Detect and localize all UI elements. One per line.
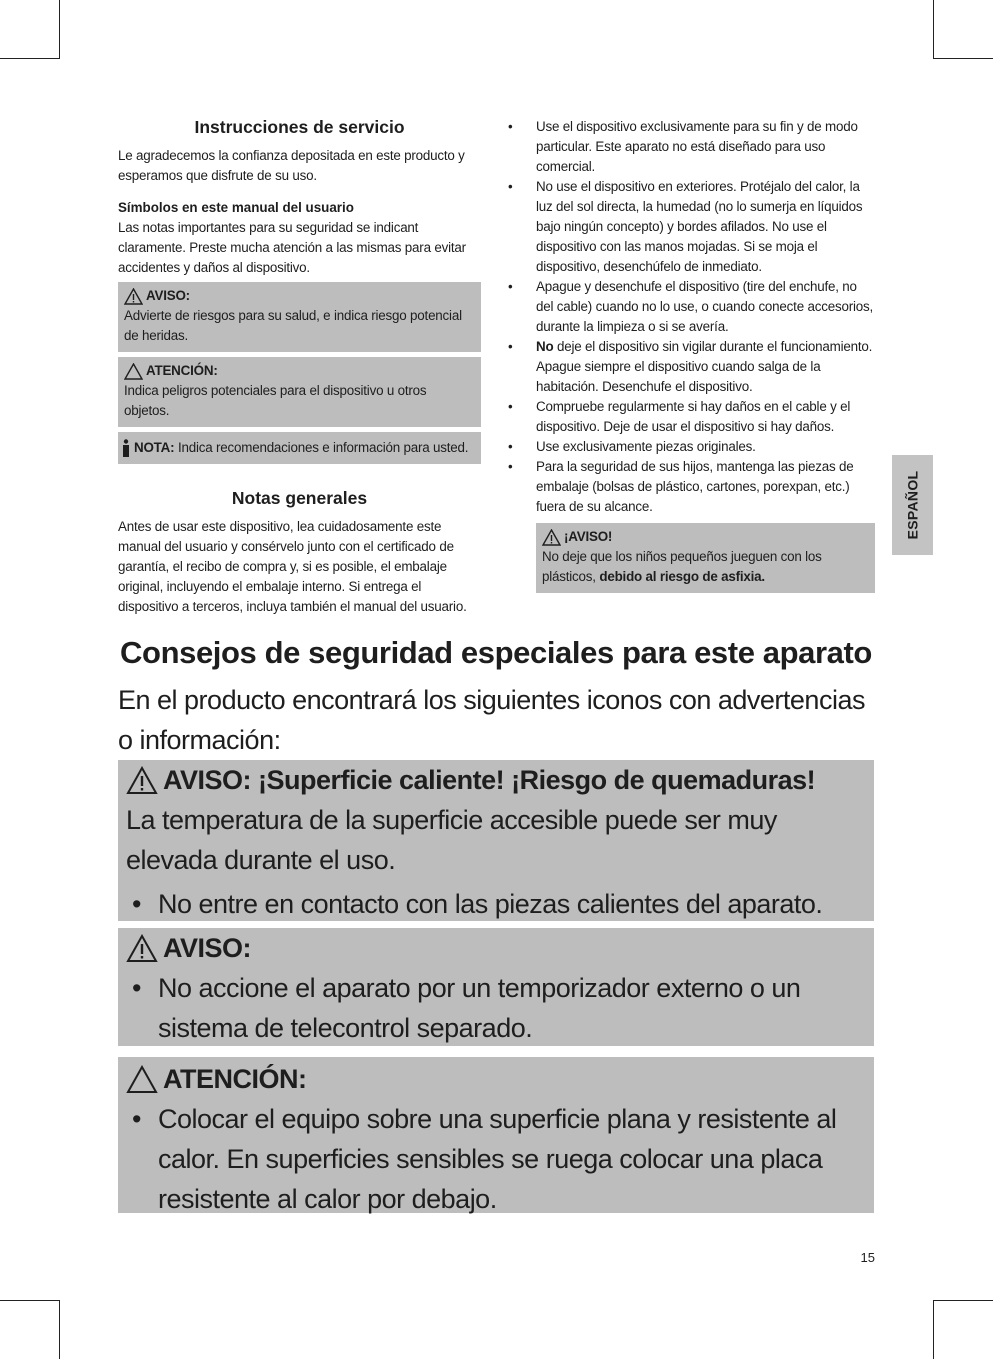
list-item-text: deje el dispositivo sin vigilar durante el funcionamiento. Apague siempre el dispositivo cuando salga de la habitación. Desenchufe el dispositivo. (536, 339, 873, 394)
atencion-box (118, 357, 481, 427)
crop-mark (933, 1300, 993, 1301)
list-item: • Compruebe regularmente si hay daños en el cable y el dispositivo. Deje de usar el dispositivo si hay daños. (505, 397, 875, 437)
hot-surface-box (118, 760, 874, 921)
list-item: • Apague y desenchufe el dispositivo (tire del enchufe, no del cable) cuando no lo use, o cuando conecte accesorios, durante la limpieza o si se avería. (505, 277, 875, 337)
list-item (505, 337, 875, 397)
crop-mark (933, 58, 993, 59)
warning-icon (126, 766, 158, 795)
timer-warning-box (118, 928, 874, 1046)
warning-icon (124, 288, 143, 305)
nota-box (118, 432, 481, 464)
section-title-general: Notas generales (231, 488, 368, 508)
warning-icon (542, 529, 561, 546)
language-tab (892, 455, 933, 555)
list-item: • Use exclusivamente piezas originales. (505, 437, 875, 457)
nota-text: Indica recomendaciones e información para usted. (177, 440, 469, 455)
aviso-asfixia-bold: debido al riesgo de asfixia. (599, 569, 765, 584)
section-title-instructions: Instrucciones de servicio (194, 117, 405, 137)
crop-mark (0, 58, 60, 59)
caution-box (118, 1057, 874, 1213)
caution-head: ATENCIÓN: (163, 1064, 307, 1094)
crop-mark (59, 1300, 60, 1359)
symbols-text: Las notas importantes para su seguridad se indicant claramente. Preste mucha atención a las mismas para evitar accidentes y daños al dispositivo. (118, 220, 466, 275)
aviso-asfixia-text: No deje que los niños pequeños jueguen con los plásticos, (542, 549, 822, 584)
page-number: 15 (860, 1250, 875, 1265)
hot-surface-head: AVISO: ¡Superficie caliente! ¡Riesgo de quemaduras! (163, 765, 816, 795)
crop-mark (59, 0, 60, 58)
timer-warning-head: AVISO: (163, 933, 252, 963)
crop-mark (0, 1300, 60, 1301)
right-column (505, 117, 875, 593)
list-item: • Colocar el equipo sobre una superficie plana y resistente al calor. En superficies sensibles se ruega colocar una placa resistente al calor por debajo. (126, 1099, 866, 1219)
caution-icon (124, 363, 143, 380)
list-item: • Use el dispositivo exclusivamente para su fin y de modo particular. Este aparato no está diseñado para uso comercial. (505, 117, 875, 177)
left-column (118, 115, 481, 617)
list-item: • No use el dispositivo en exteriores. Protéjalo del calor, la luz del sol directa, la humedad (no lo sumerja en líquidos bajo ningún concepto) y bordes afilados. No use el dispositivo con las manos mojadas. Si se moja el dispositivo, desenchúfelo de inmediato. (505, 177, 875, 277)
safety-intro: En el producto encontrará los siguientes iconos con advertencias o información: (118, 685, 865, 755)
symbols-title: Símbolos en este manual del usuario (118, 200, 354, 215)
aviso-text: Advierte de riesgos para su salud, e indica riesgo potencial de heridas. (124, 308, 462, 343)
list-item: • No entre en contacto con las piezas calientes del aparato. (126, 884, 866, 924)
list-item-bold: No (536, 339, 554, 354)
atencion-label: ATENCIÓN: (146, 363, 218, 378)
aviso-box (118, 282, 481, 352)
nota-label: NOTA: (134, 440, 175, 455)
safety-title: Consejos de seguridad especiales para este aparato (120, 635, 872, 670)
atencion-text: Indica peligros potenciales para el dispositivo u otros objetos. (124, 383, 427, 418)
crop-mark (933, 0, 934, 58)
hot-surface-text: La temperatura de la superficie accesible puede ser muy elevada durante el uso. (126, 805, 777, 875)
aviso-asfixia-label: ¡AVISO! (564, 529, 613, 544)
general-text: Antes de usar este dispositivo, lea cuidadosamente este manual del usuario y consérvelo junto con el certificado de garantía, el recibo de compra y, si es posible, el embalaje original, incluyendo el embalaje interno. Si entrega el dispositivo a terceros, incluya también el manual del usuario. (118, 519, 467, 614)
aviso-asfixia-box (536, 523, 875, 593)
list-item: • No accione el aparato por un temporizador externo o un sistema de telecontrol separado. (126, 968, 866, 1048)
aviso-label: AVISO: (146, 288, 190, 303)
warning-icon (126, 934, 158, 963)
language-tab-label: ESPAÑOL (904, 470, 921, 540)
info-icon (122, 439, 130, 457)
crop-mark (933, 1300, 934, 1359)
caution-icon (126, 1065, 158, 1094)
list-item: • Para la seguridad de sus hijos, mantenga las piezas de embalaje (bolsas de plástico, cartones, porexpan, etc.) fuera de su alcance. (505, 457, 875, 517)
intro-text: Le agradecemos la confianza depositada en este producto y esperamos que disfrute de su uso. (118, 148, 465, 183)
safety-list (505, 117, 875, 517)
